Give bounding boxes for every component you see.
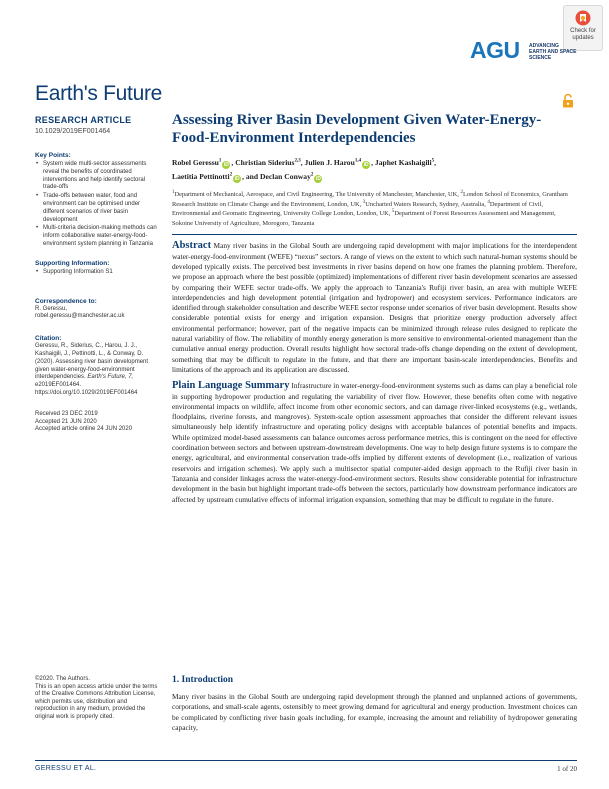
abstract-section xyxy=(172,241,577,375)
pls-text: Infrastructure in water-energy-food-environment systems such as dams can play a beneficial role in supporting hydropower production and regulating the variability of river flow. However, these benefits often come with negative environmental impacts on wildlife, affect income from other economic sectors, and can damage river-linked ecosystems (e.g., wetlands, floodplains, riverine forests, and mangroves). System-scale option assessment approaches that consider the different relevant issues simultaneously help identify infrastructure and operating policy designs with acceptable balances of potential benefits and impacts. While optimized model-based assessments can balance outcomes across performance metrics, this is contingent on the need for effective coordination between sectors and between upstream-downstream developments. One way to help design future systems is to compare the energy, agricultural, and environmental conservation trade-offs implied by different extents of development (i.e., realization of various reservoirs and irrigation schemes). We apply such a multisector spatial computer-aided design approach to the Rufiji river basin in Tanzania and consider linkages across the water-energy-food-environment sectors. Results show considerable potential for infrastructure development in the basin but highlight important trade-offs between the sectors, particularly how downstream performance indicators are affected by upstream cumulative effects of informal irrigation expansion, something that may be difficult to regulate in the future. xyxy=(172,381,577,504)
orcid-icon[interactable]: iD xyxy=(315,176,321,182)
list-item: • Supporting Information S1 xyxy=(35,269,160,277)
abstract-text: Many river basins in the Global South are undergoing rapid development with major implications for the interdependent water-energy-food-environment (WEFE) “nexus” sectors. A range of views on the extent to which such natural-human systems should be developed typically exists. The perceived best investments in river basins depend on how one frames the planning problem. Therefore, we propose an approach where the best possible (optimized) implementations of different river basin development scenarios are assessed by comparing their WEFE sector trade-offs. We apply the approach to Tanzania's Rufiji river basin, an area with multiple WEFE interdependencies and high development potential (irrigation and hydropower) and ecosystem services. Performance indicators are identified through stakeholder consultation and describe WEFE sector response under scenarios of river basin development. Results show considerable potential exists for energy and irrigation expansion. Designs that prioritize energy production adversely affect environmental performance; however, part of the negative impacts can be minimized through release rules designed to replicate the natural variability of flow. The reliability of monthly energy generation is more sensitive to environmental-oriented management than the cumulative annual energy production. Overall results highlight how sectoral trade-offs change depending on the extent of development, something that may be difficult to regulate in the future, and that there are important basin-scale interdependencies. Benefits and limitations of the approach and its application are discussed. xyxy=(172,241,577,374)
affiliation-sup: 2 xyxy=(460,189,463,195)
article-type: RESEARCH ARTICLE xyxy=(35,115,132,125)
journal-title: Earth's Future xyxy=(35,82,163,105)
author-separator: , xyxy=(371,158,375,167)
citation-heading: Citation: xyxy=(35,335,62,343)
orcid-icon[interactable]: iD xyxy=(223,162,229,168)
agu-logo-tagline: ADVANCING EARTH AND SPACE SCIENCE xyxy=(529,43,577,61)
correspondence-name: R. Geressu, xyxy=(35,305,68,312)
article-title: Assessing River Basin Development Given Water-Energy-Food-Environment Interdependencies xyxy=(172,112,542,146)
correspondence-email[interactable]: robel.geressu@manchester.ac.uk xyxy=(35,313,125,320)
orcid-icon[interactable]: iD xyxy=(363,162,369,168)
author-separator: , xyxy=(300,158,305,167)
key-points-list xyxy=(35,161,160,249)
affiliation-text: Department of Civil, Environmental and Geomatic Engineering, University College London, London, UK, xyxy=(172,200,543,218)
received-date: Received 23 DEC 2019 xyxy=(35,410,98,417)
top-band xyxy=(0,0,609,6)
key-points-heading: Key Points: xyxy=(35,152,71,159)
citation-journal: Earth's Future, 7, xyxy=(87,374,134,381)
abstract-label: Abstract xyxy=(172,240,212,252)
affiliation-text: Department of Mechanical, Aerospace, and Civil Engineering, The University of Manchester, Manchester, UK, xyxy=(174,191,461,198)
list-item: • Trade-offs between water, food and environment can be optimised under different scenarios of river basin development xyxy=(35,193,160,224)
article-doi[interactable]: 10.1029/2019EF001464 xyxy=(35,128,111,135)
agu-logo-letters: AGU xyxy=(470,37,520,63)
author-name[interactable]: Laetitia Pettinotti xyxy=(172,172,230,181)
plain-language-summary-section xyxy=(172,381,577,505)
author-separator: , and xyxy=(242,172,261,181)
footer-authors: GERESSU ET AL. xyxy=(35,765,97,772)
affiliation-sup: 3 xyxy=(362,199,366,205)
accepted-online-date: Accepted article online 24 JUN 2020 xyxy=(35,426,133,433)
left-sidebar xyxy=(35,115,160,434)
footer-page-number: 1 of 20 xyxy=(557,765,577,773)
list-item: • System wide multi-sector assessments reveal the benefits of coordinated interventions and help identify sectoral trade-offs xyxy=(35,161,160,192)
affiliation-text: London School of Economics, Grantham Research Institute on Climate Change and the Environment, London, UK, xyxy=(172,191,568,208)
affiliation-sup: 5 xyxy=(391,209,395,215)
main-column xyxy=(172,112,577,505)
affiliation-text: Department of Forest Resources Assessment and Management, Sokoine University of Agriculture, Morogoro, Tanzania xyxy=(172,210,556,227)
author-affiliation-sup: 2 xyxy=(229,172,233,178)
list-item: • Multi-criteria decision-making methods can inform collaborative water-energy-food-environment system planning in Tanzania xyxy=(35,225,160,248)
bookmark-check-icon xyxy=(575,10,591,26)
author-affiliation-sup: 1 xyxy=(218,158,222,164)
copyright-line: ©2020. The Authors. xyxy=(35,676,91,682)
citation-block xyxy=(35,343,160,398)
affiliation-text: Uncharted Waters Research, Sydney, Australia, xyxy=(365,200,488,208)
supporting-info-heading: Supporting Information: xyxy=(35,259,110,267)
author-list xyxy=(172,156,577,184)
footer-divider xyxy=(35,760,577,761)
copyright-block xyxy=(35,676,160,722)
author-affiliation-sup: 2,3 xyxy=(294,158,301,164)
header-divider xyxy=(172,234,577,235)
author-name[interactable]: Julien J. Harou xyxy=(304,158,355,167)
author-name[interactable]: Declan Conway xyxy=(260,172,311,181)
citation-text: Geressu, R., Siderius, C., Harou, J. J., Kashaigili, J., Pettinotti, L., & Conway, D. (2020). Assessing river basin development given water-energy-food-environment interdependencies. xyxy=(35,343,149,381)
orcid-icon[interactable]: iD xyxy=(234,176,240,182)
affiliation-sup: 4 xyxy=(487,199,490,205)
accepted-date: Accepted 21 JUN 2020 xyxy=(35,418,97,425)
author-affiliation-sup: 5 xyxy=(431,158,435,164)
introduction-text: Many river basins in the Global South are undergoing rapid development through the planned and unplanned actions of governments, corporations, and small-scale agents, ostensibly to meet growing demand for agricultural and energy production. Investment choices can be complicated by conflicting river basin goals including, for example, increasing the amount and reliability of hydropower generating capacity, xyxy=(172,692,577,732)
author-name[interactable]: Christian Siderius xyxy=(235,158,295,167)
open-access-icon xyxy=(562,93,574,108)
author-separator: , xyxy=(231,158,236,167)
supporting-info-list xyxy=(35,269,160,277)
agu-logo[interactable] xyxy=(470,37,577,64)
check-for-updates-label: Check for updates xyxy=(570,28,596,41)
affiliations xyxy=(172,190,577,228)
citation-id: e2019EF001464. xyxy=(35,382,82,389)
license-text: This is an open access article under the terms of the Creative Commons Attribution License, which permits use, distribution and reproduction in any medium, provided the original work is properly cited. xyxy=(35,683,158,720)
affiliation-sup: 1 xyxy=(172,189,175,195)
author-separator: , xyxy=(434,158,437,167)
author-name[interactable]: Japhet Kashaigili xyxy=(374,158,432,167)
correspondence-heading: Correspondence to: xyxy=(35,297,97,305)
introduction-heading: 1. Introduction xyxy=(172,675,234,685)
citation-url[interactable]: https://doi.org/10.1029/2019EF001464 xyxy=(35,389,138,396)
author-affiliation-sup: 2 xyxy=(310,172,314,178)
author-name[interactable]: Robel Geressu xyxy=(172,158,219,167)
author-affiliation-sup: 1,4 xyxy=(354,158,362,164)
pls-label: Plain Language Summary xyxy=(172,380,290,392)
